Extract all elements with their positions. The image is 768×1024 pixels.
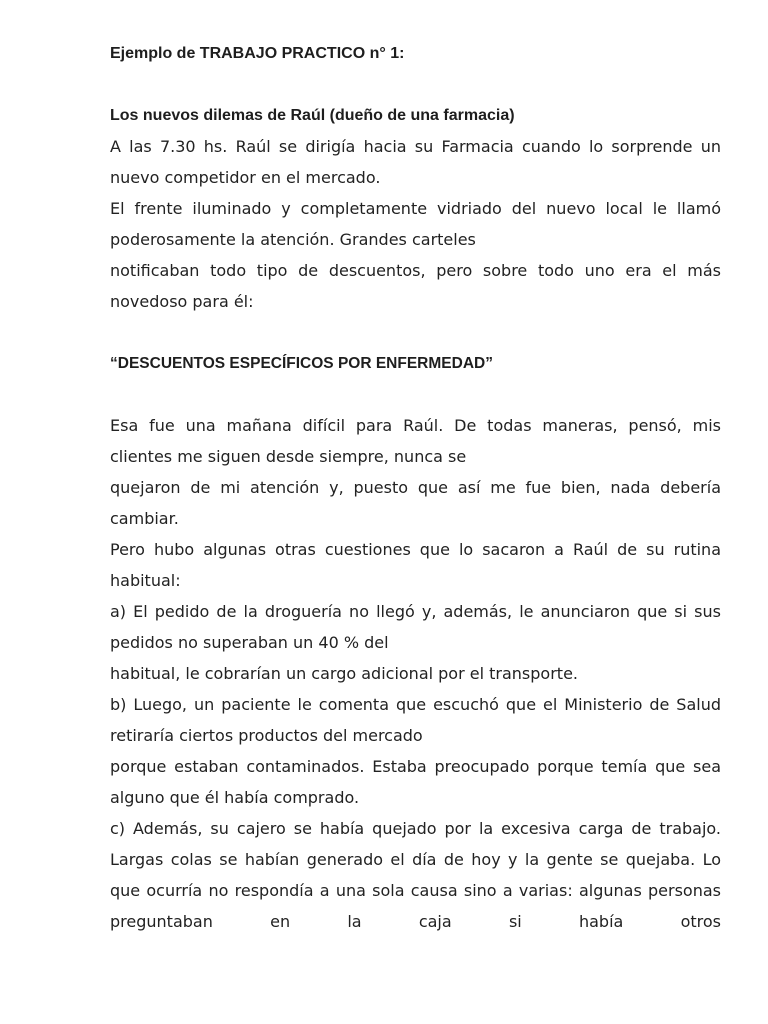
- paragraph: Pero hubo algunas otras cuestiones que lo sacaron a Raúl de su rutina habitual:: [110, 540, 721, 590]
- paragraph: habitual, le cobrarían un cargo adicional por el transporte.: [110, 664, 578, 683]
- document-page: [110, 38, 721, 937]
- paragraph: porque estaban contaminados. Estaba preocupado porque temía que sea alguno que él había comprado.: [110, 757, 721, 807]
- paragraph: Esa fue una mañana difícil para Raúl. De todas maneras, pensó, mis clientes me siguen desde siempre, nunca se: [110, 416, 721, 466]
- blank-line: [110, 379, 721, 410]
- paragraph: notificaban todo tipo de descuentos, pero sobre todo uno era el más novedoso para él:: [110, 261, 721, 311]
- blank-line: [110, 69, 721, 100]
- document-title: Ejemplo de TRABAJO PRACTICO n° 1:: [110, 45, 405, 62]
- paragraph: quejaron de mi atención y, puesto que así me fue bien, nada debería cambiar.: [110, 478, 721, 528]
- blank-line: [110, 317, 721, 348]
- document-subtitle: Los nuevos dilemas de Raúl (dueño de una farmacia): [110, 107, 515, 124]
- list-item-b: b) Luego, un paciente le comenta que escuchó que el Ministerio de Salud retiraría ciertos productos del mercado: [110, 695, 721, 745]
- paragraph: A las 7.30 hs. Raúl se dirigía hacia su Farmacia cuando lo sorprende un nuevo competidor en el mercado.: [110, 137, 721, 187]
- list-item-c: c) Además, su cajero se había quejado por la excesiva carga de trabajo. Largas colas se habían generado el día de hoy y la gente se quejaba. Lo que ocurría no respondía a una sola causa sino a varias: algunas personas preguntaban en la caja si había otros: [110, 819, 721, 931]
- list-item-a: a) El pedido de la droguería no llegó y, además, le anunciaron que si sus pedidos no superaban un 40 % del: [110, 602, 721, 652]
- paragraph: El frente iluminado y completamente vidriado del nuevo local le llamó poderosamente la atención. Grandes carteles: [110, 199, 721, 249]
- quote-heading: “DESCUENTOS ESPECÍFICOS POR ENFERMEDAD”: [110, 355, 493, 372]
